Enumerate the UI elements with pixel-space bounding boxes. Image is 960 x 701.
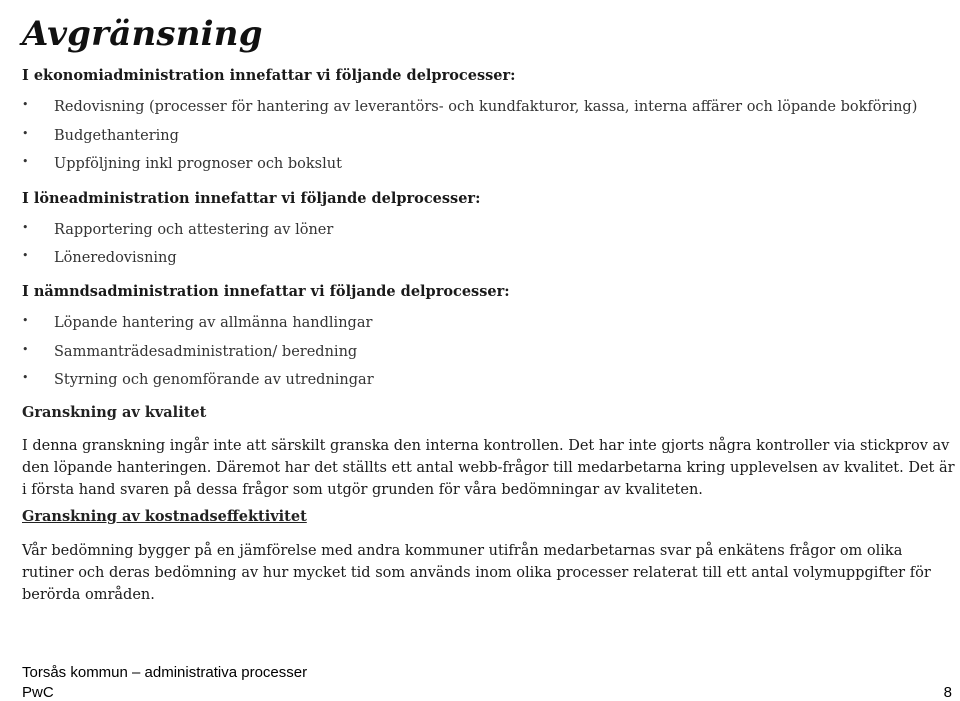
page-title: Avgränsning bbox=[22, 14, 263, 54]
bullet-icon: • bbox=[22, 343, 29, 356]
list-item-text: Rapportering och attestering av löner bbox=[54, 222, 334, 238]
list-item-text: Löpande hantering av allmänna handlingar bbox=[54, 315, 373, 331]
cost-heading: Granskning av kostnadseffektivitet bbox=[22, 508, 307, 525]
footer-brand: PwC bbox=[22, 684, 54, 701]
list-item-text: Styrning och genomförande av utredningar bbox=[54, 372, 374, 388]
bullet-icon: • bbox=[22, 98, 29, 111]
salary-heading: I löneadministration innefattar vi följande delprocesser: bbox=[22, 190, 481, 207]
list-item-text: Sammanträdesadministration/ beredning bbox=[54, 344, 358, 360]
economy-heading: I ekonomiadministration innefattar vi följande delprocesser: bbox=[22, 67, 516, 84]
bullet-icon: • bbox=[22, 221, 29, 234]
quality-paragraph: I denna granskning ingår inte att särskilt granska den interna kontrollen. Det har inte gjorts några kontroller via stickprov av den löpande hanteringen. Däremot har det ställts ett antal webb-frågor till medarbetarna kring upplevelsen av kvalitet. Det är i första hand svaren på dessa frågor som utgör grunden för våra bedömningar av kvaliteten. bbox=[22, 438, 955, 498]
footer-org: Torsås kommun – administrativa processer bbox=[22, 664, 308, 681]
list-item-text: Budgethantering bbox=[54, 128, 179, 144]
bullet-icon: • bbox=[22, 249, 29, 262]
bullet-icon: • bbox=[22, 314, 29, 327]
list-item-text: Uppföljning inkl prognoser och bokslut bbox=[54, 156, 342, 172]
board-heading: I nämndsadministration innefattar vi följande delprocesser: bbox=[22, 283, 510, 300]
bullet-icon: • bbox=[22, 127, 29, 140]
quality-heading: Granskning av kvalitet bbox=[22, 404, 207, 421]
bullet-icon: • bbox=[22, 155, 29, 168]
cost-paragraph: Vår bedömning bygger på en jämförelse med andra kommuner utifrån medarbetarnas svar på enkätens frågor om olika rutiner och deras bedömning av hur mycket tid som används inom olika processer relaterat till ett antal volymuppgifter för berörda områden. bbox=[22, 543, 931, 603]
page-number: 8 bbox=[943, 684, 952, 701]
list-item-text: Redovisning (processer för hantering av leverantörs- och kundfakturor, kassa, interna affärer och löpande bokföring) bbox=[54, 99, 918, 115]
bullet-icon: • bbox=[22, 371, 29, 384]
list-item-text: Löneredovisning bbox=[54, 250, 177, 266]
